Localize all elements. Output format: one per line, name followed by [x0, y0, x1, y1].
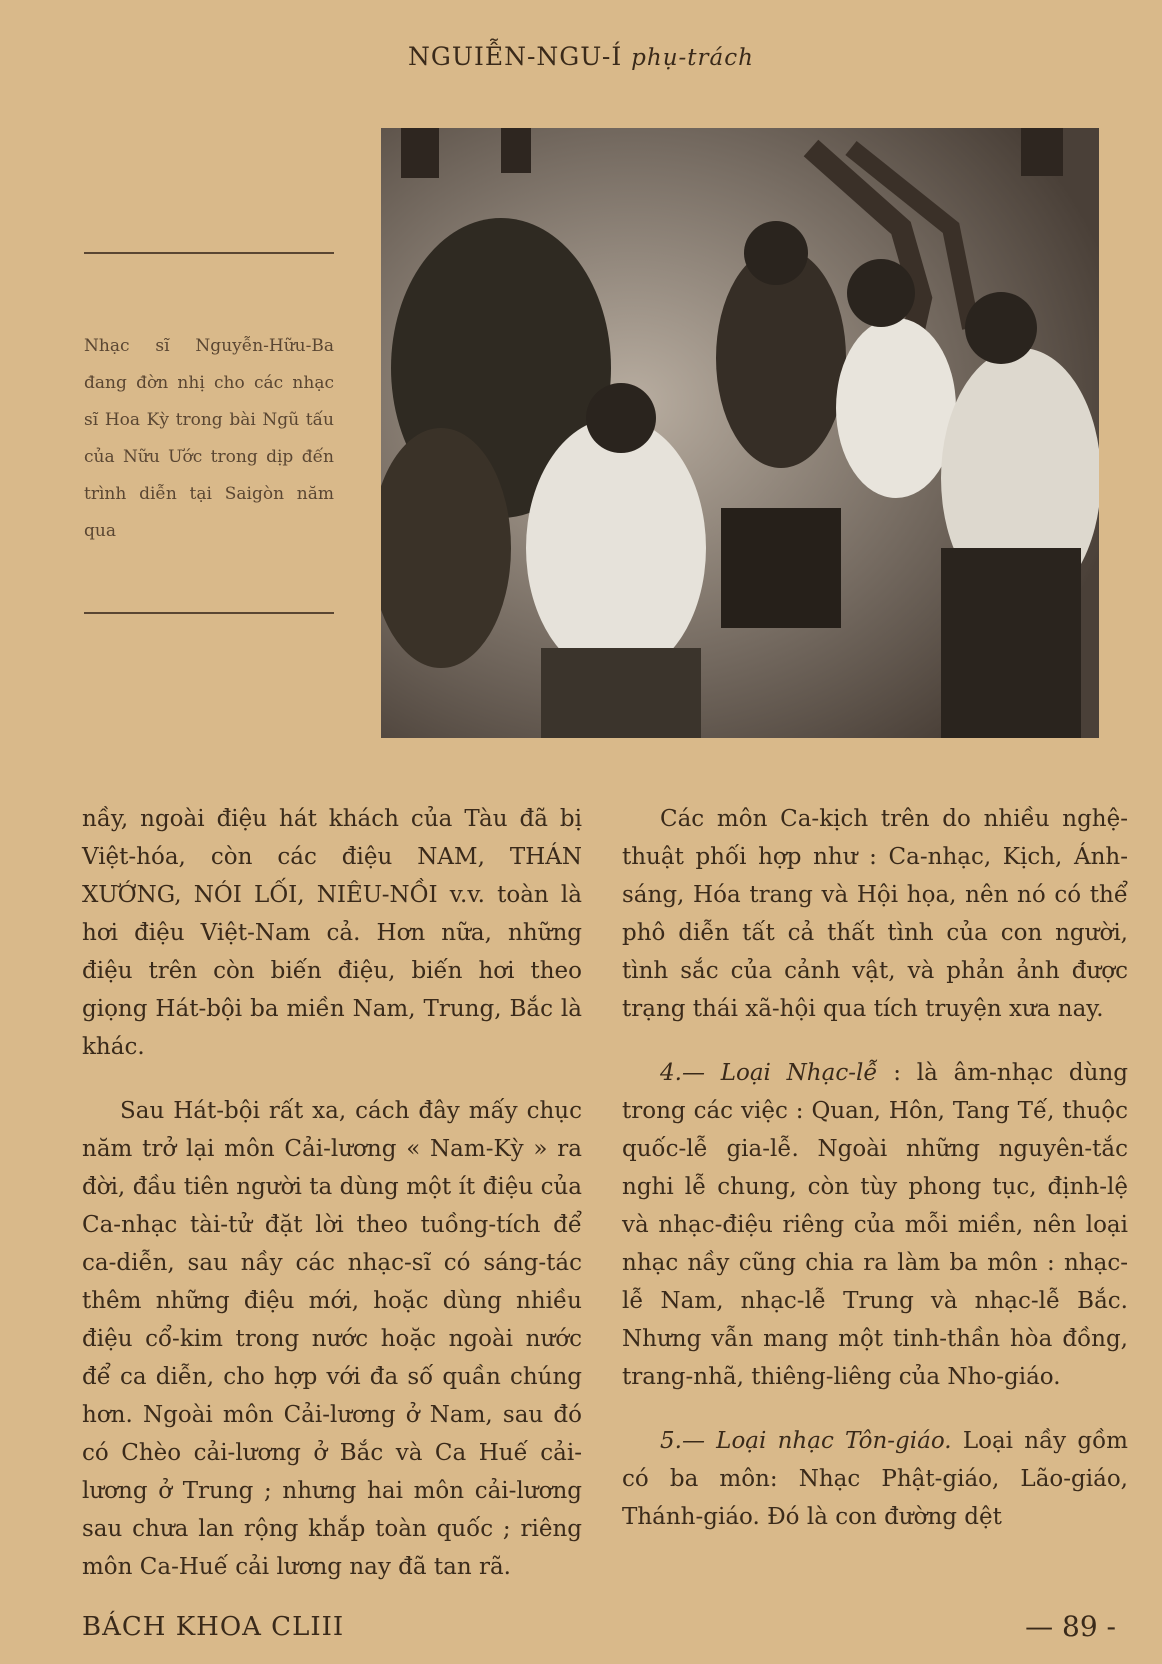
caption-bottom-rule: [84, 612, 334, 614]
right-paragraph-3: [622, 1422, 1128, 1536]
section-4-text: : là âm-nhạc dùng trong các việc : Quan, Hôn, Tang Tế, thuộc quốc-lễ gia-lễ. Ngoài những nguyên-tắc nghi lễ chung, còn tùy phong tục, định-lệ và nhạc-điệu riêng của mỗi miền, nên loại nhạc nầy cũng chia ra làm ba môn : nhạc-lễ Nam, nhạc-lễ Trung và nhạc-lễ Bắc. Nhưng vẫn mang một tinh-thần hòa đồng, trang-nhã, thiêng-liêng của Nho-giáo.: [622, 1060, 1128, 1390]
page-number: — 89 -: [1025, 1610, 1116, 1643]
section-5-text: Loại nầy gồm có ba môn: Nhạc Phật-giáo, Lão-giáo, Thánh-giáo. Đó là con đường dệt: [622, 1428, 1128, 1530]
magazine-footer: BÁCH KHOA CLIII: [82, 1612, 345, 1642]
section-4-label: 4.— Loại Nhạc-lễ: [660, 1060, 878, 1086]
caption-top-rule: [84, 252, 334, 254]
header-role: phụ-trách: [631, 45, 754, 71]
left-paragraph-2: Sau Hát-bội rất xa, cách đây mấy chục năm trở lại môn Cải-lương « Nam-Kỳ » ra đời, đầu tiên người ta dùng một ít điệu của Ca-nhạc tài-tử đặt lời theo tuồng-tích để ca-diễn, sau nầy các nhạc-sĩ có sáng-tác thêm những điệu mới, hoặc dùng nhiều điệu cổ-kim trong nước hoặc ngoài nước để ca diễn, cho hợp với đa số quần chúng hơn. Ngoài môn Cải-lương ở Nam, sau đó có Chèo cải-lương ở Bắc và Ca Huế cải-lương ở Trung ; nhưng hai môn cải-lương sau chưa lan rộng khắp toàn quốc ; riêng môn Ca-Huế cải lương nay đã tan rã.: [82, 1098, 582, 1580]
photo-musicians: [381, 128, 1099, 738]
left-paragraph-1: nầy, ngoài điệu hát khách của Tàu đã bị Việt-hóa, còn các điệu NAM, THÁN XƯỚNG, NÓI LỐI, NIÊU-NỒI v.v. toàn là hơi điệu Việt-Nam cả. Hơn nữa, những điệu trên còn biến điệu, biến hơi theo giọng Hát-bội ba miền Nam, Trung, Bắc là khác.: [82, 806, 582, 1060]
right-column: [622, 800, 1128, 1562]
photo-caption: Nhạc sĩ Nguyễn-Hữu-Ba đang đờn nhị cho các nhạc sĩ Hoa Kỳ trong bài Ngũ tấu của Nữu Ước trong dịp đến trình diễn tại Saigòn năm qua: [84, 336, 334, 541]
right-paragraph-2: [622, 1054, 1128, 1396]
page-header: [0, 42, 1162, 71]
header-author: NGUIỄN-NGU-Í: [408, 42, 623, 71]
section-5-label: 5.— Loại nhạc Tôn-giáo.: [660, 1428, 952, 1454]
right-paragraph-1: Các môn Ca-kịch trên do nhiều nghệ-thuật phối hợp như : Ca-nhạc, Kịch, Ánh-sáng, Hóa trang và Hội họa, nên nó có thể phô diễn tất cả thất tình của con người, tình sắc của cảnh vật, và phản ảnh được trạng thái xã-hội qua tích truyện xưa nay.: [622, 806, 1128, 1022]
left-column: [82, 800, 582, 1612]
photo-image: [381, 128, 1099, 738]
photo-caption-box: [84, 252, 334, 614]
